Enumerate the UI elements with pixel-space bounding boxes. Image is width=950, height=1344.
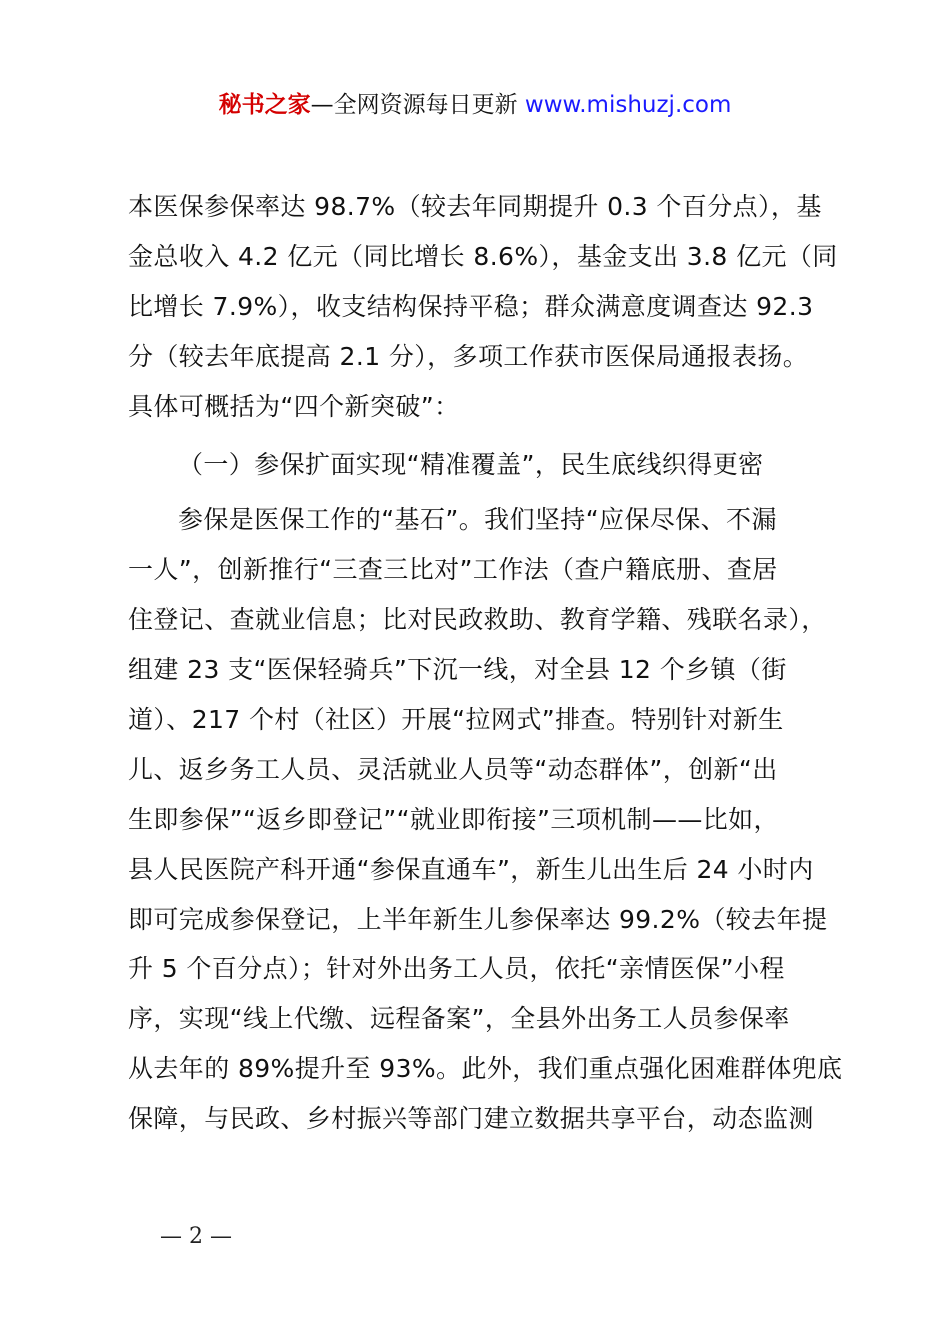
body-line: 金总收入 4.2 亿元（同比增长 8.6%），基金支出 3.8 亿元（同 (128, 241, 838, 271)
page-header (0, 88, 950, 122)
paragraph-line: 升 5 个百分点）；针对外出务工人员，依托“亲情医保”小程 (128, 954, 785, 984)
paragraph-line: 道）、217 个村（社区）开展“拉网式”排查。特别针对新生 (128, 705, 784, 735)
document-body (128, 182, 848, 1144)
header-tagline: —全网资源每日更新 (310, 92, 518, 118)
paragraph-line: 即可完成参保登记，上半年新生儿参保率达 99.2%（较去年提 (128, 904, 828, 934)
paragraph-line: 住登记、查就业信息；比对民政救助、教育学籍、残联名录）， (128, 605, 827, 635)
body-line: 分（较去年底提高 2.1 分），多项工作获市医保局通报表扬。 (128, 341, 809, 371)
page-number: — 2 — (160, 1224, 232, 1249)
body-line: 本医保参保率达 98.7%（较去年同期提升 0.3 个百分点），基 (128, 192, 822, 221)
paragraph-line: 组建 23 支“医保轻骑兵”下沉一线，对全县 12 个乡镇（街 (128, 655, 787, 685)
paragraph-line: 参保是医保工作的“基石”。我们坚持“应保尽保、不漏 (178, 505, 777, 535)
section-heading: （一）参保扩面实现“精准覆盖”，民生底线织得更密 (178, 450, 764, 480)
paragraph-line: 儿、返乡务工人员、灵活就业人员等“动态群体”，创新“出 (128, 754, 778, 784)
body-line: 比增长 7.9%），收支结构保持平稳；群众满意度调查达 92.3 (128, 291, 814, 321)
header-brand: 秘书之家 (218, 92, 311, 118)
paragraph-line: 保障，与民政、乡村振兴等部门建立数据共享平台，动态监测 (128, 1104, 814, 1134)
paragraph-line: 县人民医院产科开通“参保直通车”，新生儿出生后 24 小时内 (128, 854, 814, 884)
body-line: 具体可概括为“四个新突破”： (128, 391, 460, 421)
paragraph-line: 序，实现“线上代缴、远程备案”，全县外出务工人员参保率 (128, 1004, 790, 1034)
header-url-link[interactable]: www.mishuzj.com (524, 92, 732, 118)
paragraph-line: 一人”，创新推行“三查三比对”工作法（查户籍底册、查居 (128, 555, 778, 585)
paragraph-line: 生即参保”“返乡即登记”“就业即衔接”三项机制——比如， (128, 804, 779, 834)
paragraph-line: 从去年的 89%提升至 93%。此外，我们重点强化困难群体兜底 (128, 1054, 843, 1084)
